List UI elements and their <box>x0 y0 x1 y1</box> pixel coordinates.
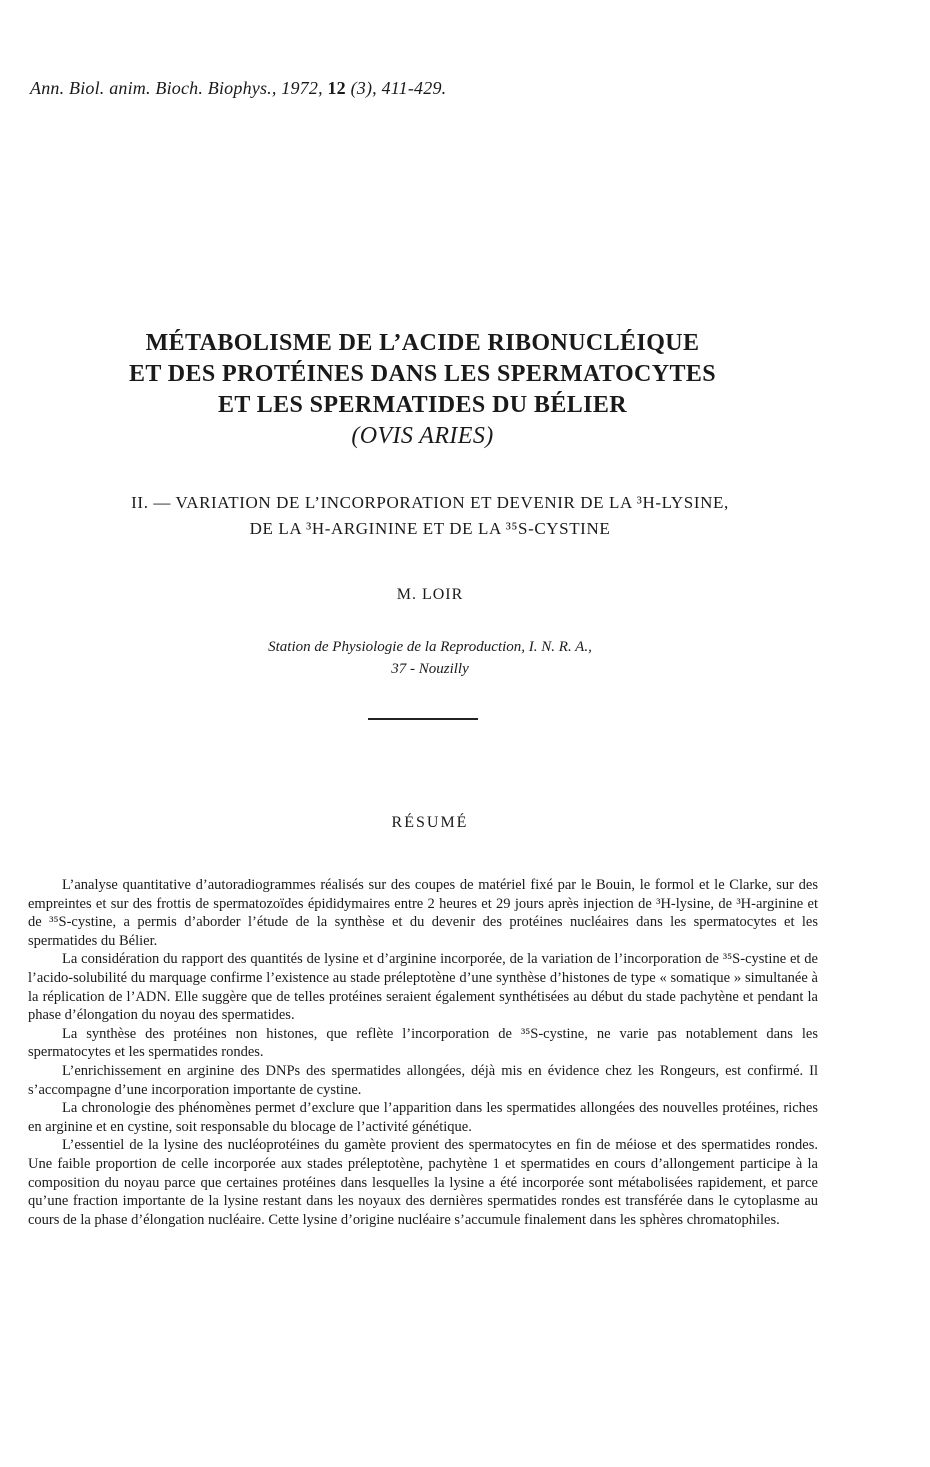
author-affiliation <box>0 636 860 680</box>
abstract-paragraph: La synthèse des protéines non histones, que reflète l’incorporation de ³⁵S-cystine, ne varie pas notablement dans les spermatocytes et les spermatides rondes. <box>28 1025 818 1061</box>
abstract-body <box>28 876 818 1229</box>
journal-year: 1972, <box>281 78 323 98</box>
divider-rule <box>368 718 478 720</box>
affiliation-line-1: Station de Physiologie de la Reproduction, I. N. R. A., <box>268 639 592 655</box>
paper-title <box>0 328 845 452</box>
abstract-paragraph: L’analyse quantitative d’autoradiogrammes réalisés sur des coupes de matériel fixé par le Bouin, le formol et le Clarke, sur des empreintes et sur des frottis de spermatozoïdes épididymaires entre 2 heures et 29 jours après injection de ³H-lysine, de ³H-arginine et de ³⁵S-cystine, a permis d’aborder l’étude de la synthèse et du devenir des protéines nucléaires dans les spermatocytes et les spermatides du Bélier. <box>28 877 818 949</box>
author-name: M. LOIR <box>396 586 464 603</box>
journal-name: Ann. Biol. anim. Bioch. Biophys., <box>30 78 277 98</box>
abstract-paragraph: La chronologie des phénomènes permet d’exclure que l’apparition dans les spermatides allongées des nouvelles protéines, riches en arginine et en cystine, soit responsable du blocage de l’activité génétique. <box>28 1100 818 1135</box>
title-line-3: ET LES SPERMATIDES DU BÉLIER <box>217 392 628 418</box>
subtitle-line-2: DE LA ³H-ARGININE ET DE LA ³⁵S-CYSTINE <box>249 519 611 538</box>
journal-citation <box>30 78 446 99</box>
title-line-2: ET DES PROTÉINES DANS LES SPERMATOCYTES <box>128 361 717 387</box>
journal-issue-pages: (3), 411-429. <box>350 78 447 98</box>
abstract-paragraph: L’enrichissement en arginine des DNPs des spermatides allongées, déjà mis en évidence chez les Rongeurs, est confirmé. Il s’accompagne d’une incorporation importante de cystine. <box>28 1062 818 1098</box>
affiliation-line-2: 37 - Nouzilly <box>391 661 469 677</box>
title-line-4: (OVIS ARIES) <box>351 423 494 449</box>
title-line-1: MÉTABOLISME DE L’ACIDE RIBONUCLÉIQUE <box>145 330 700 356</box>
paper-subtitle <box>0 490 860 542</box>
abstract-heading: RÉSUMÉ <box>391 814 469 831</box>
subtitle-line-1: II. — VARIATION DE L’INCORPORATION ET DEVENIR DE LA ³H-LYSINE, <box>131 493 729 512</box>
abstract-paragraph: L’essentiel de la lysine des nucléoprotéines du gamète provient des spermatocytes en fin de méiose et des spermatides rondes. Une faible proportion de celle incorporée aux stades préleptotène, pachytène 1 et spermatides en cours d’allongement participe à la composition du noyau parce que certaines protéines dans lesquelles la lysine a été incorporée sont métabolisées rapidement, et parce qu’une fraction importante de la lysine restant dans les noyaux des dernières spermatides rondes est transférée dans le cytoplasme au cours de la phase d’élongation nucléaire. Cette lysine d’origine nucléaire s’accumule finalement dans les sphères chromatophiles. <box>28 1137 818 1228</box>
journal-volume: 12 <box>327 78 346 98</box>
abstract-paragraph: La considération du rapport des quantités de lysine et d’arginine incorporée, de la variation de l’incorporation de ³⁵S-cystine et de l’acido-solubilité du marquage confirme l’existence au stade préleptotène d’une synthèse d’histones de type « somatique » simultanée à la réplication de l’ADN. Elle suggère que de telles protéines seraient également synthétisées au début du stade pachytène et pendant la phase d’élongation du noyau des spermatides. <box>28 951 818 1024</box>
